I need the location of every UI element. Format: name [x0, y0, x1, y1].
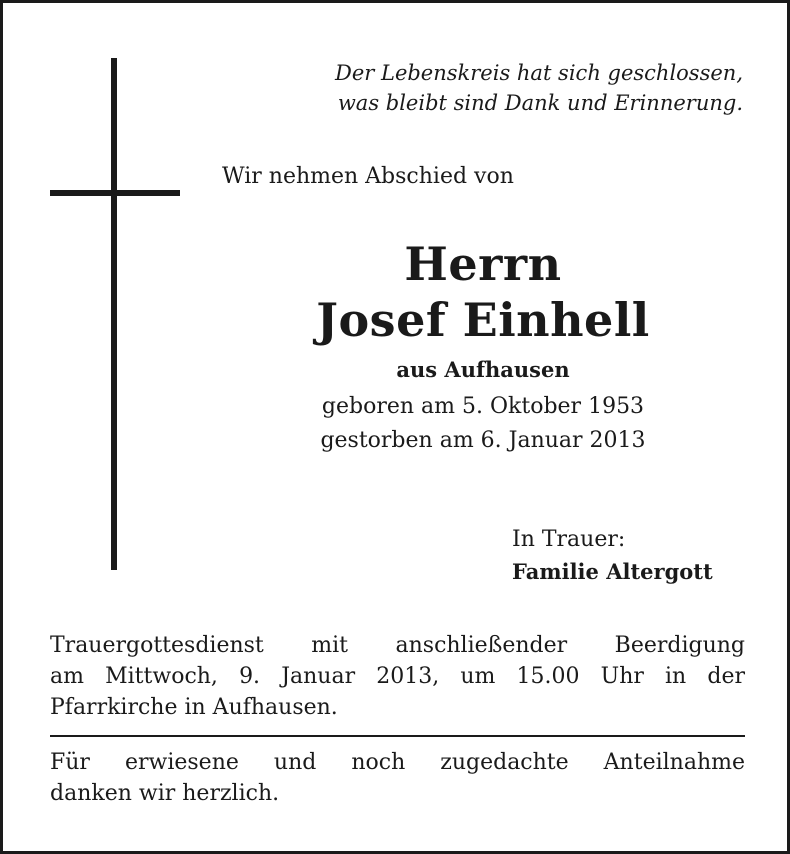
service-announcement [50, 630, 745, 723]
deceased-name: Josef Einhell [316, 293, 650, 347]
thanks-line-2: danken wir herzlich. [50, 781, 280, 806]
motto [335, 58, 743, 118]
service-line-1: Trauergottesdienst mit anschließender Beerdigung [50, 633, 745, 658]
intro-text: Wir nehmen Abschied von [222, 164, 514, 189]
service-line-3: Pfarrkirche in Aufhausen. [50, 695, 338, 720]
thanks-line-1: Für erwiesene und noch zugedachte Anteilnahme [50, 750, 745, 775]
birth-date: geboren am 5. Oktober 1953 [321, 394, 645, 419]
mourning-label: In Trauer: [512, 527, 626, 552]
deceased-block [253, 236, 713, 458]
mourning-block [512, 524, 713, 588]
cross-icon-bar [50, 190, 180, 196]
salutation: Herrn [404, 237, 562, 291]
life-dates [253, 390, 713, 458]
cross-icon [111, 58, 117, 570]
death-date: gestorben am 6. Januar 2013 [320, 428, 646, 453]
service-line-2: am Mittwoch, 9. Januar 2013, um 15.00 Uhr in der [50, 664, 745, 689]
mourning-family: Familie Altergott [512, 559, 713, 584]
motto-line-2: was bleibt sind Dank und Erinnerung. [337, 91, 743, 115]
deceased-origin: aus Aufhausen [396, 357, 570, 382]
motto-line-1: Der Lebenskreis hat sich geschlossen, [335, 61, 743, 85]
thanks-text [50, 747, 745, 809]
divider [50, 735, 745, 737]
